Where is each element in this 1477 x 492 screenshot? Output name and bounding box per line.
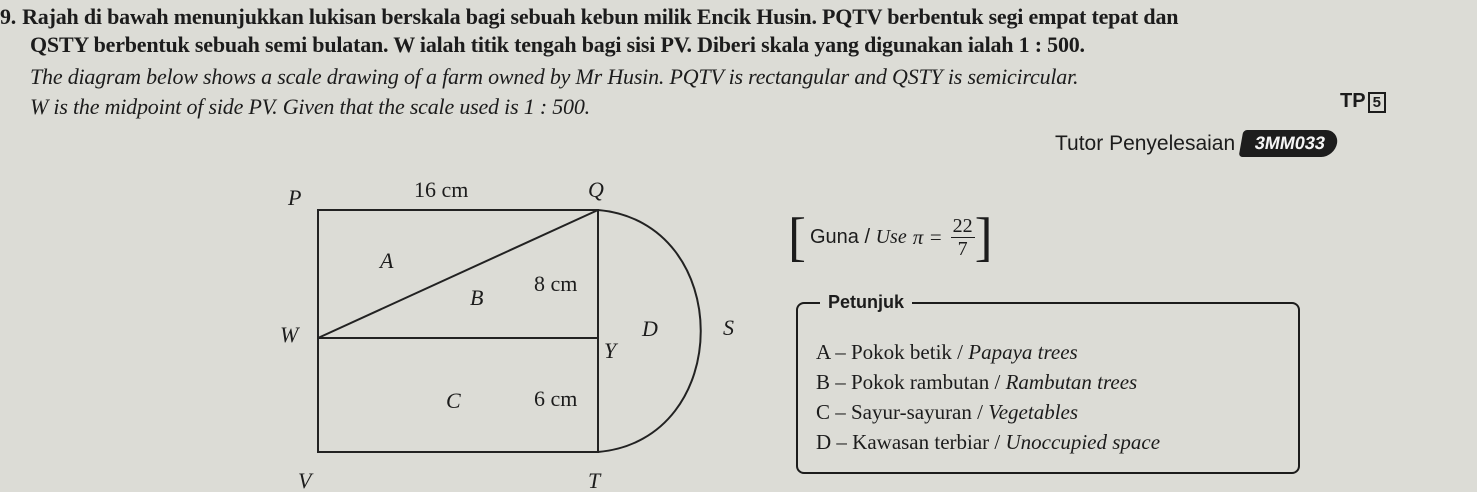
pi-fraction <box>951 215 975 260</box>
tutor-label: Tutor Penyelesaian <box>1055 131 1236 155</box>
legend-item-c-ms: C – Sayur-sayuran / <box>816 400 989 424</box>
question-ms-line-2: QSTY berbentuk sebuah semi bulatan. W ialah titik tengah bagi sisi PV. Diberi skala yang digunakan ialah 1 : 500. <box>30 32 1085 57</box>
measure-top: 16 cm <box>414 177 469 202</box>
region-c: C <box>446 388 461 413</box>
bracket-right: ] <box>974 207 993 267</box>
legend-item-b-en: Rambutan trees <box>1005 370 1138 394</box>
label-w: W <box>280 322 299 347</box>
legend-title: Petunjuk <box>820 292 912 313</box>
measure-lower: 6 cm <box>534 386 578 411</box>
legend-box <box>796 292 1300 474</box>
region-b: B <box>470 285 484 310</box>
legend-item-a <box>816 340 1078 365</box>
region-a: A <box>380 248 394 273</box>
legend-item-d-ms: D – Kawasan terbiar / <box>816 430 1006 454</box>
rectangle-pqtv <box>318 210 598 452</box>
label-s: S <box>723 315 734 340</box>
hint-pi: π = <box>912 224 943 249</box>
legend-item-d-en: Unoccupied space <box>1005 430 1161 454</box>
measure-mid: 8 cm <box>534 271 578 296</box>
bracket-left: [ <box>788 207 806 267</box>
label-q: Q <box>588 177 604 202</box>
legend-item-d <box>816 430 1160 455</box>
question-en-line-2: W is the midpoint of side PV. Given that the scale used is 1 : 500. <box>30 94 590 119</box>
label-t: T <box>588 468 601 492</box>
label-v: V <box>298 468 312 492</box>
legend-item-b <box>816 370 1137 395</box>
legend-item-c-en: Vegetables <box>988 400 1079 424</box>
question-number: 9. <box>0 4 17 29</box>
label-p: P <box>288 185 302 210</box>
pi-hint <box>788 207 993 267</box>
tutor-code-badge: 3MM033 <box>1239 130 1340 157</box>
legend-item-c <box>816 400 1078 425</box>
legend-item-a-ms: A – Pokok betik / <box>816 340 969 364</box>
region-d: D <box>642 316 658 341</box>
hint-text <box>810 226 907 249</box>
tp-label: TP <box>1340 90 1366 112</box>
tp-level: 5 <box>1368 92 1386 113</box>
question-en-line-1: The diagram below shows a scale drawing of a farm owned by Mr Husin. PQTV is rectangular and QSTY is semicircular. <box>30 64 1079 89</box>
hint-italic: Use <box>875 225 907 248</box>
question-ms-line-1: Rajah di bawah menunjukkan lukisan berskala bagi sebuah kebun milik Encik Husin. PQTV berbentuk segi empat tepat dan <box>22 4 1179 29</box>
tutor-banner <box>1055 130 1337 157</box>
fraction-denominator: 7 <box>957 237 968 260</box>
fraction-numerator: 22 <box>952 214 973 237</box>
hint-prefix: Guna / <box>809 225 876 248</box>
legend-item-b-ms: B – Pokok rambutan / <box>816 370 1006 394</box>
legend-item-a-en: Papaya trees <box>968 340 1078 364</box>
tp-level-tag <box>1340 90 1386 113</box>
label-y: Y <box>604 338 617 363</box>
